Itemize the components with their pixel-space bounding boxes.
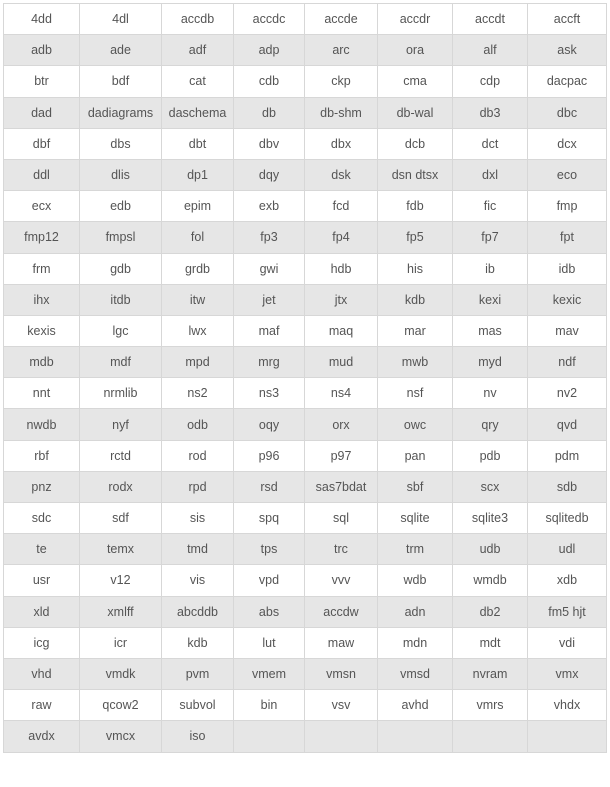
- table-cell: raw: [4, 690, 80, 721]
- table-cell: sql: [305, 503, 378, 534]
- table-cell: eco: [528, 159, 607, 190]
- table-cell: qry: [453, 409, 528, 440]
- table-cell: icr: [80, 627, 162, 658]
- table-cell-empty: [378, 721, 453, 752]
- table-row: [4, 128, 607, 159]
- table-cell: fm5 hjt: [528, 596, 607, 627]
- table-cell: dcb: [378, 128, 453, 159]
- table-cell: 4dd: [4, 4, 80, 35]
- table-cell: ns4: [305, 378, 378, 409]
- table-cell: mav: [528, 315, 607, 346]
- table-row: [4, 253, 607, 284]
- table-cell: odb: [162, 409, 234, 440]
- table-cell: xmlff: [80, 596, 162, 627]
- table-cell: avdx: [4, 721, 80, 752]
- table-cell: adb: [4, 35, 80, 66]
- table-row: [4, 596, 607, 627]
- table-cell: fp3: [234, 222, 305, 253]
- table-cell: nvram: [453, 658, 528, 689]
- table-cell: rodx: [80, 471, 162, 502]
- table-row: [4, 534, 607, 565]
- table-cell: sqlitedb: [528, 503, 607, 534]
- table-cell: ade: [80, 35, 162, 66]
- table-cell: orx: [305, 409, 378, 440]
- table-cell: trc: [305, 534, 378, 565]
- table-cell: ns2: [162, 378, 234, 409]
- table-cell: fcd: [305, 191, 378, 222]
- table-cell: cma: [378, 66, 453, 97]
- table-cell: vvv: [305, 565, 378, 596]
- table-cell: accdt: [453, 4, 528, 35]
- table-cell: vdi: [528, 627, 607, 658]
- table-row: [4, 503, 607, 534]
- table-cell: dacpac: [528, 66, 607, 97]
- table-cell: kdb: [162, 627, 234, 658]
- table-cell: dbs: [80, 128, 162, 159]
- table-cell: rsd: [234, 471, 305, 502]
- file-extension-table: [3, 3, 607, 753]
- table-cell: pvm: [162, 658, 234, 689]
- table-cell: jet: [234, 284, 305, 315]
- table-cell: ecx: [4, 191, 80, 222]
- table-row: [4, 191, 607, 222]
- table-cell: tmd: [162, 534, 234, 565]
- table-cell: p96: [234, 440, 305, 471]
- table-cell: sis: [162, 503, 234, 534]
- table-cell: subvol: [162, 690, 234, 721]
- table-cell: rbf: [4, 440, 80, 471]
- table-cell-empty: [528, 721, 607, 752]
- table-cell: v12: [80, 565, 162, 596]
- table-cell: lgc: [80, 315, 162, 346]
- table-cell: adn: [378, 596, 453, 627]
- table-cell: vmem: [234, 658, 305, 689]
- table-cell: dadiagrams: [80, 97, 162, 128]
- table-cell: nv2: [528, 378, 607, 409]
- table-cell: ddl: [4, 159, 80, 190]
- table-cell: abs: [234, 596, 305, 627]
- table-cell: mdf: [80, 347, 162, 378]
- table-cell: lwx: [162, 315, 234, 346]
- table-cell: kexi: [453, 284, 528, 315]
- table-cell: his: [378, 253, 453, 284]
- table-cell-empty: [234, 721, 305, 752]
- table-cell: dp1: [162, 159, 234, 190]
- table-cell: vmsn: [305, 658, 378, 689]
- table-cell: pdb: [453, 440, 528, 471]
- table-cell: owc: [378, 409, 453, 440]
- table-cell: usr: [4, 565, 80, 596]
- table-cell: te: [4, 534, 80, 565]
- table-cell: vmcx: [80, 721, 162, 752]
- table-cell: accdr: [378, 4, 453, 35]
- table-row: [4, 347, 607, 378]
- table-cell: dcx: [528, 128, 607, 159]
- table-cell: gdb: [80, 253, 162, 284]
- table-row: [4, 721, 607, 752]
- table-cell: cdb: [234, 66, 305, 97]
- table-cell: itdb: [80, 284, 162, 315]
- table-cell: ib: [453, 253, 528, 284]
- table-row: [4, 222, 607, 253]
- table-cell: fp4: [305, 222, 378, 253]
- table-cell: sbf: [378, 471, 453, 502]
- table-cell: myd: [453, 347, 528, 378]
- table-cell: udl: [528, 534, 607, 565]
- table-cell: bin: [234, 690, 305, 721]
- table-cell: kdb: [378, 284, 453, 315]
- table-cell: qvd: [528, 409, 607, 440]
- table-cell: vmsd: [378, 658, 453, 689]
- table-cell: db-wal: [378, 97, 453, 128]
- table-cell: dbf: [4, 128, 80, 159]
- table-row: [4, 315, 607, 346]
- table-cell: vmdk: [80, 658, 162, 689]
- table-cell: vpd: [234, 565, 305, 596]
- table-row: [4, 159, 607, 190]
- table-cell: xld: [4, 596, 80, 627]
- table-cell: mar: [378, 315, 453, 346]
- table-cell: db-shm: [305, 97, 378, 128]
- table-cell: nwdb: [4, 409, 80, 440]
- table-cell: maw: [305, 627, 378, 658]
- table-row: [4, 690, 607, 721]
- table-cell: adp: [234, 35, 305, 66]
- table-cell: fmp12: [4, 222, 80, 253]
- table-cell: vhd: [4, 658, 80, 689]
- table-cell: accde: [305, 4, 378, 35]
- table-cell: dxl: [453, 159, 528, 190]
- table-cell: grdb: [162, 253, 234, 284]
- table-cell: cat: [162, 66, 234, 97]
- table-cell: sas7bdat: [305, 471, 378, 502]
- table-cell: dsn dtsx: [378, 159, 453, 190]
- table-cell: exb: [234, 191, 305, 222]
- table-cell: adf: [162, 35, 234, 66]
- table-row: [4, 471, 607, 502]
- table-cell: dad: [4, 97, 80, 128]
- table-cell: mud: [305, 347, 378, 378]
- table-cell: oqy: [234, 409, 305, 440]
- table-cell: ckp: [305, 66, 378, 97]
- table-cell: udb: [453, 534, 528, 565]
- table-cell: maf: [234, 315, 305, 346]
- table-cell: trm: [378, 534, 453, 565]
- table-cell: ask: [528, 35, 607, 66]
- table-cell: avhd: [378, 690, 453, 721]
- table-cell: qcow2: [80, 690, 162, 721]
- table-row: [4, 440, 607, 471]
- table-cell: frm: [4, 253, 80, 284]
- table-row: [4, 4, 607, 35]
- table-cell: mrg: [234, 347, 305, 378]
- table-cell: sdc: [4, 503, 80, 534]
- table-cell: fol: [162, 222, 234, 253]
- table-cell: dlis: [80, 159, 162, 190]
- table-cell: hdb: [305, 253, 378, 284]
- table-row: [4, 284, 607, 315]
- table-cell: dbx: [305, 128, 378, 159]
- table-row: [4, 565, 607, 596]
- table-cell: fdb: [378, 191, 453, 222]
- table-cell: rod: [162, 440, 234, 471]
- table-cell: vmx: [528, 658, 607, 689]
- table-cell: idb: [528, 253, 607, 284]
- table-cell: rpd: [162, 471, 234, 502]
- table-cell: btr: [4, 66, 80, 97]
- table-row: [4, 97, 607, 128]
- table-cell: dbt: [162, 128, 234, 159]
- table-cell: ihx: [4, 284, 80, 315]
- table-cell: xdb: [528, 565, 607, 596]
- table-cell: lut: [234, 627, 305, 658]
- table-cell: edb: [80, 191, 162, 222]
- extension-table-container: [3, 3, 607, 753]
- table-cell: pan: [378, 440, 453, 471]
- table-cell: wmdb: [453, 565, 528, 596]
- table-cell: mdn: [378, 627, 453, 658]
- table-row: [4, 66, 607, 97]
- table-cell: sdf: [80, 503, 162, 534]
- table-cell: nv: [453, 378, 528, 409]
- table-cell-empty: [453, 721, 528, 752]
- table-cell: db: [234, 97, 305, 128]
- table-row: [4, 409, 607, 440]
- table-cell: sqlite3: [453, 503, 528, 534]
- table-cell: p97: [305, 440, 378, 471]
- table-cell: fic: [453, 191, 528, 222]
- table-cell: pdm: [528, 440, 607, 471]
- table-row: [4, 658, 607, 689]
- table-cell: wdb: [378, 565, 453, 596]
- table-cell: db3: [453, 97, 528, 128]
- table-cell: vis: [162, 565, 234, 596]
- table-cell: vmrs: [453, 690, 528, 721]
- table-cell: accdb: [162, 4, 234, 35]
- table-cell: daschema: [162, 97, 234, 128]
- table-cell: accft: [528, 4, 607, 35]
- table-cell: ora: [378, 35, 453, 66]
- table-cell: kexis: [4, 315, 80, 346]
- table-cell: fp7: [453, 222, 528, 253]
- table-cell: dbc: [528, 97, 607, 128]
- table-cell: bdf: [80, 66, 162, 97]
- table-cell: dqy: [234, 159, 305, 190]
- table-cell: db2: [453, 596, 528, 627]
- table-cell: itw: [162, 284, 234, 315]
- table-cell: mdb: [4, 347, 80, 378]
- table-cell: mdt: [453, 627, 528, 658]
- table-cell: fp5: [378, 222, 453, 253]
- table-cell: pnz: [4, 471, 80, 502]
- table-cell: nrmlib: [80, 378, 162, 409]
- table-cell: rctd: [80, 440, 162, 471]
- table-cell: dsk: [305, 159, 378, 190]
- table-cell: nsf: [378, 378, 453, 409]
- table-cell: abcddb: [162, 596, 234, 627]
- table-cell: dct: [453, 128, 528, 159]
- table-cell: gwi: [234, 253, 305, 284]
- table-row: [4, 35, 607, 66]
- table-cell: accdc: [234, 4, 305, 35]
- table-cell: arc: [305, 35, 378, 66]
- table-cell: tps: [234, 534, 305, 565]
- table-row: [4, 378, 607, 409]
- table-cell: temx: [80, 534, 162, 565]
- table-cell: mas: [453, 315, 528, 346]
- table-cell: ns3: [234, 378, 305, 409]
- table-cell: dbv: [234, 128, 305, 159]
- table-cell: icg: [4, 627, 80, 658]
- table-cell: accdw: [305, 596, 378, 627]
- table-cell: cdp: [453, 66, 528, 97]
- table-cell: iso: [162, 721, 234, 752]
- table-cell: fmp: [528, 191, 607, 222]
- table-cell: mwb: [378, 347, 453, 378]
- table-body: [4, 4, 607, 753]
- table-cell: spq: [234, 503, 305, 534]
- table-cell: vhdx: [528, 690, 607, 721]
- table-cell: alf: [453, 35, 528, 66]
- table-cell: fpt: [528, 222, 607, 253]
- table-cell: nnt: [4, 378, 80, 409]
- table-cell: kexic: [528, 284, 607, 315]
- table-cell: 4dl: [80, 4, 162, 35]
- table-cell: maq: [305, 315, 378, 346]
- table-cell: fmpsl: [80, 222, 162, 253]
- table-cell: vsv: [305, 690, 378, 721]
- table-cell: nyf: [80, 409, 162, 440]
- table-cell: sdb: [528, 471, 607, 502]
- table-cell: mpd: [162, 347, 234, 378]
- table-cell-empty: [305, 721, 378, 752]
- table-cell: epim: [162, 191, 234, 222]
- table-cell: ndf: [528, 347, 607, 378]
- table-cell: jtx: [305, 284, 378, 315]
- table-cell: scx: [453, 471, 528, 502]
- table-cell: sqlite: [378, 503, 453, 534]
- table-row: [4, 627, 607, 658]
